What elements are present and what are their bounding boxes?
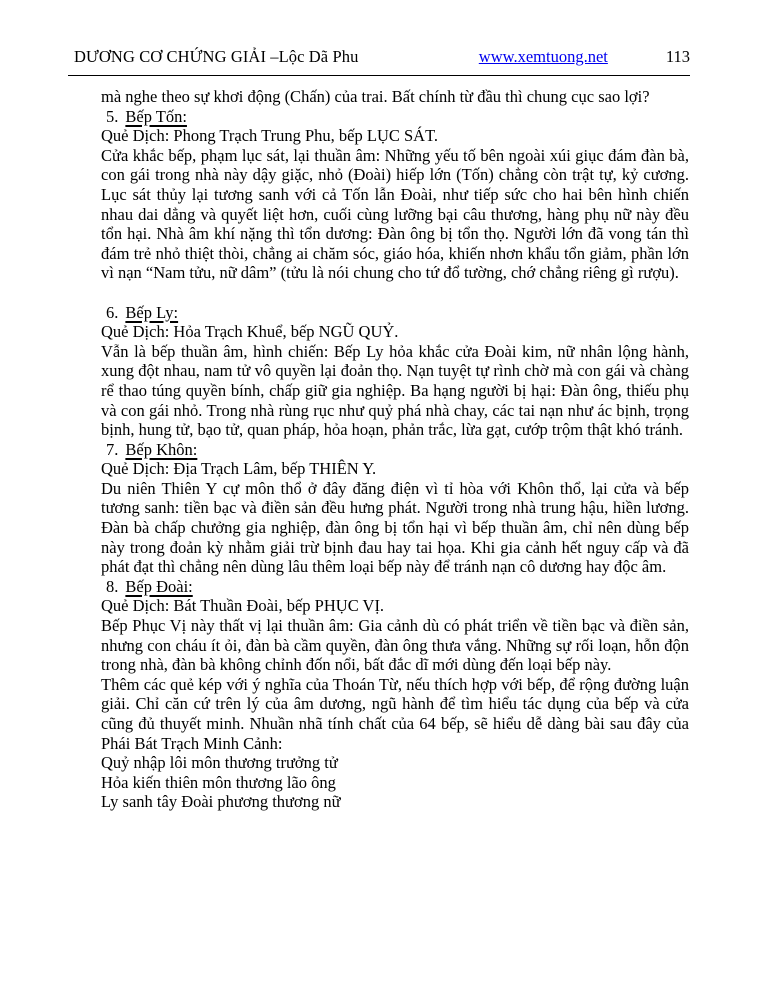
- paragraph: Cửa khắc bếp, phạm lục sát, lại thuần âm: Những yếu tố bên ngoài xúi giục đám đàn bà, con gái trong nhà này dậy giặc, nhỏ (Đoài) hiếp lớn (Tốn) chẳng còn trật tự, kỷ cương. Lục sát thủy lại tương sanh với cả Tốn lẫn Đoài, như tiếp sức cho hai bên hình chiến nhau dai dẳng và quyết liệt hơn, cuối cùng lưỡng bại câu thương, hàng phụ nữ này đều tổn hại. Nhà âm khí nặng thì tổn dương: Đàn ông bị tổn thọ. Người lớn đã vong tán thì đám trẻ nhỏ thiệt thòi, chẳng ai chăm sóc, giáo hóa, khiến nhơn khẩu tổn giảm, phần lớn vì nạn “Nam tửu, nữ dâm” (tửu là nói chung cho tứ đổ tường, chớ chẳng riêng gì rượu).: [101, 145, 689, 283]
- paragraph: Vẫn là bếp thuần âm, hình chiến: Bếp Ly hỏa khắc cửa Đoài kim, nữ nhân lộng hành, xung đột nhau, nam tử vô quyền lại đoản thọ. Nạn tuyệt tự rình chờ mà con gái và chàng rể thao túng quyền bính, chấp giữ gia nghiệp. Ba hạng người bị hại: Đàn ông, thiếu phụ và con gái nhỏ. Trong nhà rùng rục như quỷ phá nhà chay, các tai nạn như ác bịnh, trọng bịnh, hung tử, bạo tử, quan pháp, hỏa hoạn, phản trắc, lừa gạt, cướp trộm thật khó tránh.: [101, 341, 689, 440]
- verse-line: Quỷ nhập lôi môn thương trưởng tử: [101, 753, 338, 773]
- section-number: 6.: [106, 302, 119, 322]
- section-title: Bếp Khôn:: [125, 439, 198, 459]
- document-body: [101, 87, 689, 812]
- page-header: [0, 0, 765, 66]
- paragraph: Du niên Thiên Y cự môn thổ ở đây đăng điện vì tỉ hòa với Khôn thổ, lại cửa và bếp tương sanh: tiền bạc và điền sản đều hưng phát. Người trong nhà trung hậu, hiền lương. Đàn bà chấp chưởng gia nghiệp, đàn ông bị tổn hại vì bếp thuần âm, chỉ nên dùng bếp này trong đoản kỳ nhằm giải trừ bịnh đau hay tai họa. Khi gia cảnh hết nguy cấp và đã phát đạt thì chẳng nên dùng lâu thêm loại bếp này để tránh nạn cô dương hay độc âm.: [101, 478, 689, 577]
- section-heading: [101, 107, 689, 127]
- paragraph: Quẻ Dịch: Địa Trạch Lâm, bếp THIÊN Y.: [101, 459, 377, 479]
- section-title: Bếp Ly:: [125, 302, 179, 322]
- paragraph: mà nghe theo sự khơi động (Chấn) của trai. Bất chính từ đầu thì chung cục sao lợi?: [101, 87, 650, 106]
- header-divider: [68, 75, 690, 76]
- verse-line: Hỏa kiến thiên môn thương lão ông: [101, 772, 336, 792]
- verse-line: Ly sanh tây Đoài phương thương nữ: [101, 792, 341, 812]
- section-heading: [101, 303, 689, 323]
- paragraph: Quẻ Dịch: Phong Trạch Trung Phu, bếp LỤC SÁT.: [101, 126, 439, 146]
- paragraph: Quẻ Dịch: Bát Thuần Đoài, bếp PHỤC VỊ.: [101, 596, 385, 616]
- page-number: 113: [665, 47, 690, 66]
- section-title: Bếp Đoài:: [125, 576, 193, 596]
- section-number: 8.: [106, 576, 119, 596]
- section-number: 7.: [106, 439, 119, 459]
- section-heading: [101, 440, 689, 460]
- document-title: DƯƠNG CƠ CHỨNG GIẢI –Lộc Dã Phu: [74, 47, 359, 66]
- paragraph: Bếp Phục Vị này thất vị lại thuần âm: Gia cảnh dù có phát triển về tiền bạc và điền sản, nhưng con cháu ít ỏi, đàn bà cầm quyền, đàn ông thưa vắng. Những sự rối loạn, hỗn độn trong nhà, đàn bà không chỉnh đốn nổi, bất đắc dĩ mới dùng đến loại bếp này.: [101, 616, 689, 675]
- section-number: 5.: [106, 106, 119, 126]
- blank-line: [101, 283, 689, 303]
- section-title: Bếp Tốn:: [125, 106, 187, 126]
- website-link[interactable]: www.xemtuong.net: [478, 47, 608, 66]
- paragraph: Quẻ Dịch: Hỏa Trạch Khuể, bếp NGŨ QUỶ.: [101, 322, 399, 342]
- section-heading: [101, 577, 689, 597]
- paragraph: Thêm các quẻ kép với ý nghĩa của Thoán Từ, nếu thích hợp với bếp, để rộng đường luận giải. Chỉ căn cứ trên lý của âm dương, ngũ hành để tìm hiểu tác dụng của bếp và cửa cũng đủ thuyết minh. Nhuần nhã tính chất của 64 bếp, sẽ hiểu dễ dàng bài sau đây của Phái Bát Trạch Minh Cảnh:: [101, 674, 689, 753]
